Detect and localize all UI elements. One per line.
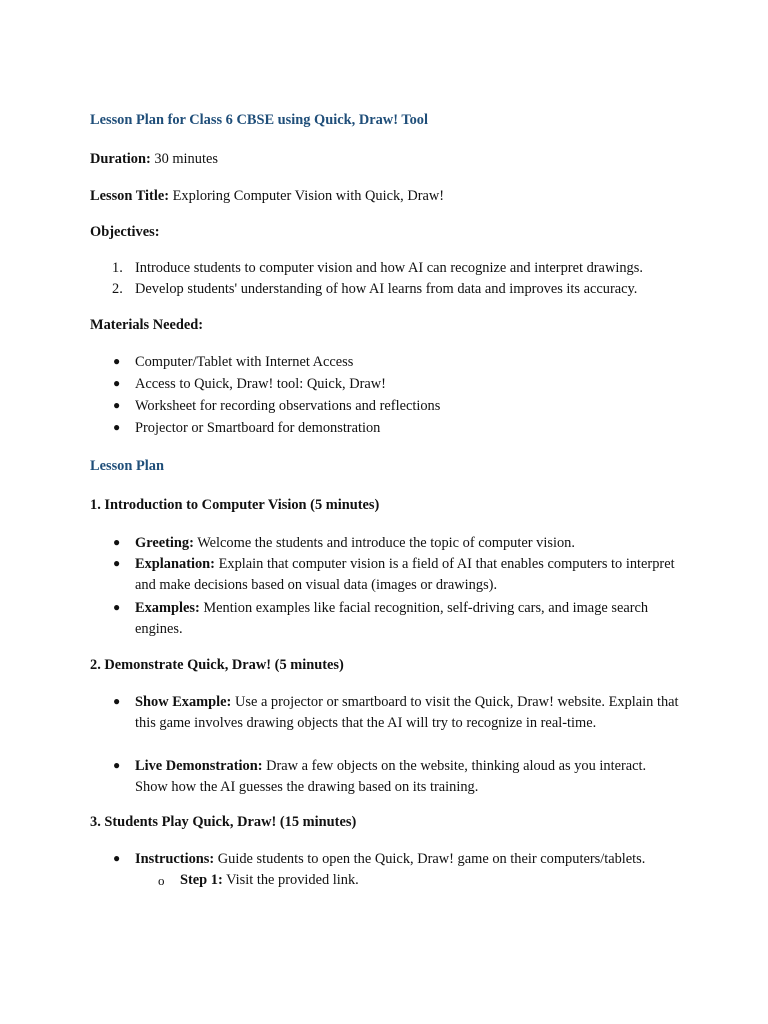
list-number: 2. (112, 281, 123, 297)
material-text: Computer/Tablet with Internet Access (135, 354, 354, 370)
section-heading: 1. Introduction to Computer Vision (5 minutes) (90, 497, 380, 513)
bullet-icon: ● (113, 420, 121, 434)
item-label: Show Example: (135, 694, 232, 710)
item-text: Use a projector or smartboard to visit the Quick, Draw! website. Explain that this game involves drawing objects that the AI will try to recognize in real-time. (135, 694, 679, 731)
lesson-title-line (90, 186, 444, 207)
item-text: Welcome the students and introduce the topic of computer vision. (197, 535, 575, 551)
material-text: Projector or Smartboard for demonstration (135, 420, 381, 436)
item-text: Explain that computer vision is a field of AI that enables computers to interpret and make decisions based on visual data (images or drawings). (135, 556, 675, 593)
section-heading: 2. Demonstrate Quick, Draw! (5 minutes) (90, 657, 344, 673)
item-label: Explanation: (135, 556, 215, 572)
item-label: Live Demonstration: (135, 758, 263, 774)
item-label: Instructions: (135, 851, 215, 867)
bullet-icon: ● (113, 535, 121, 549)
bullet-icon: ● (113, 694, 121, 708)
document-title: Lesson Plan for Class 6 CBSE using Quick, Draw! Tool (90, 112, 428, 128)
bullet-icon: ● (113, 851, 121, 865)
section-heading: 3. Students Play Quick, Draw! (15 minutes) (90, 814, 357, 830)
item-label: Step 1: (180, 872, 223, 888)
bullet-icon: ● (113, 556, 121, 570)
item-text: Mention examples like facial recognition, self-driving cars, and image search engines. (135, 600, 649, 637)
lesson-plan-heading: Lesson Plan (90, 458, 164, 474)
materials-heading: Materials Needed: (90, 317, 204, 333)
objectives-heading: Objectives: (90, 224, 160, 240)
item-text: Draw a few objects on the website, thinking aloud as you interact. Show how the AI guesses the drawing based on its training. (135, 758, 647, 795)
objective-text: Develop students' understanding of how AI learns from data and improves its accuracy. (135, 281, 638, 297)
material-text: Access to Quick, Draw! tool: Quick, Draw! (135, 376, 386, 392)
list-number: 1. (112, 260, 123, 276)
item-label: Greeting: (135, 535, 194, 551)
circle-bullet-icon: o (158, 873, 165, 888)
bullet-icon: ● (113, 398, 121, 412)
lesson-title-label: Lesson Title: (90, 188, 170, 204)
bullet-icon: ● (113, 600, 121, 614)
item-text: Guide students to open the Quick, Draw! game on their computers/tablets. (217, 851, 646, 867)
duration-value: 30 minutes (154, 151, 218, 167)
bullet-icon: ● (113, 758, 121, 772)
lesson-title-value: Exploring Computer Vision with Quick, Draw! (172, 188, 445, 204)
material-text: Worksheet for recording observations and reflections (135, 398, 441, 414)
duration-label: Duration: (90, 151, 151, 167)
duration-line (90, 149, 218, 170)
bullet-icon: ● (113, 354, 121, 368)
item-label: Examples: (135, 600, 200, 616)
bullet-icon: ● (113, 376, 121, 390)
item-text: Visit the provided link. (226, 872, 359, 888)
objective-text: Introduce students to computer vision and how AI can recognize and interpret drawings. (135, 260, 643, 276)
